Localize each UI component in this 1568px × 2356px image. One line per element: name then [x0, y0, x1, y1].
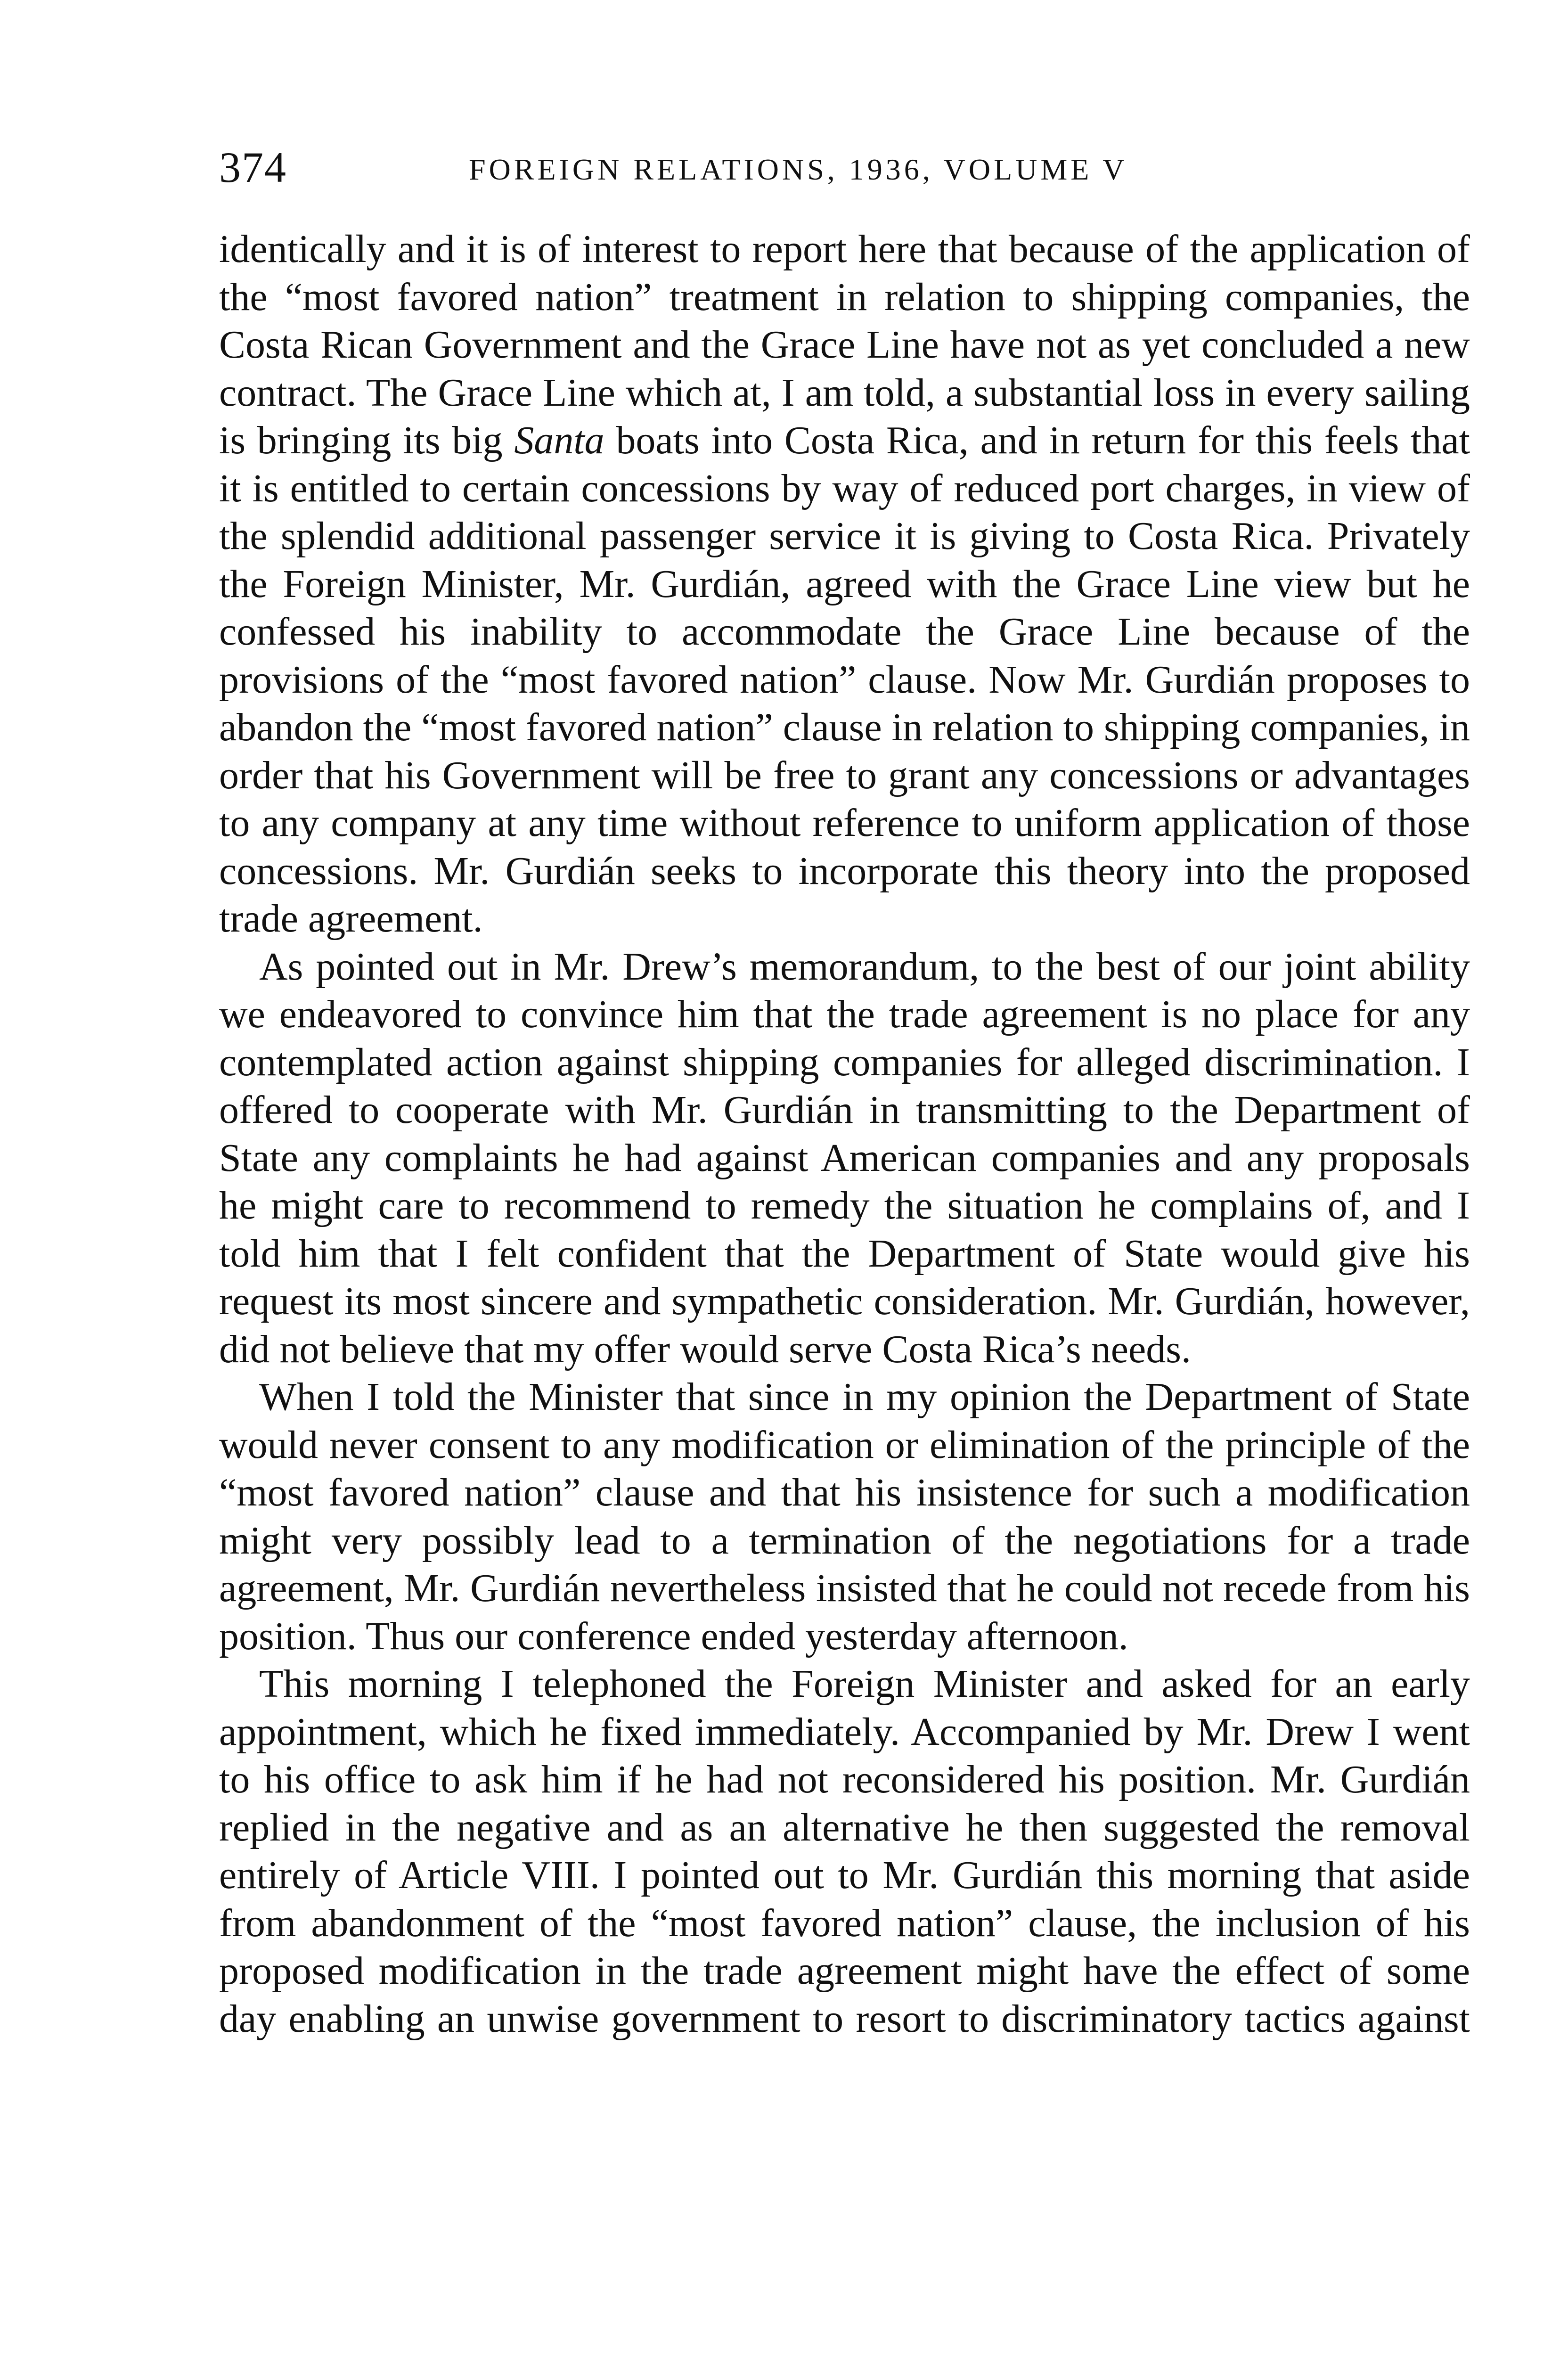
paragraph-1	[219, 225, 1470, 943]
paragraph-3: When I told the Minister that since in my opinion the Department of State would never consent to any modification or elimination of the principle of the “most favored nation” clause and that his insistence for such a modification might very possibly lead to a termination of the negotiations for a trade agreement, Mr. Gurdián nevertheless insisted that he could not recede from his position. Thus our conference ended yesterday afternoon.	[219, 1375, 1470, 1658]
body-text	[219, 225, 1470, 2043]
running-head: FOREIGN RELATIONS, 1936, VOLUME V	[469, 153, 1128, 186]
page-header	[219, 141, 1470, 193]
paragraph-2: As pointed out in Mr. Drew’s memorandum, to the best of our joint ability we endeavored to convince him that the trade agreement is no place for any contemplated action against shipping companies for alleged discrimination. I offered to cooperate with Mr. Gurdián in transmitting to the Department of State any complaints he had against American companies and any proposals he might care to recommend to remedy the situation he complains of, and I told him that I felt confident that the Department of State would give his request its most sincere and sympathetic consideration. Mr. Gurdián, however, did not believe that my offer would serve Costa Rica’s needs.	[219, 944, 1470, 1371]
paragraph-1-text-start: identically and it is of interest to report here that because of the application of the “most favored nation” treatment in relation to shipping companies, the Costa Rican Government and the Grace Line have not as yet concluded a new contract. The Grace Line which at, I am told, a substantial loss in every sailing is bringing its big	[219, 227, 1470, 462]
paragraph-1-text-end: boats into Costa Rica, and in return for this feels that it is entitled to certain concessions by way of reduced port charges, in view of the splendid additional passenger service it is giving to Costa Rica. Privately the Foreign Minister, Mr. Gurdián, agreed with the Grace Line view but he confessed his inability to accommodate the Grace Line because of the provisions of the “most favored nation” clause. Now Mr. Gurdián proposes to abandon the “most favored nation” clause in relation to shipping companies, in order that his Government will be free to grant any concessions or advantages to any company at any time without reference to uniform application of those concessions. Mr. Gurdián seeks to incorporate this theory into the proposed trade agreement.	[219, 418, 1470, 941]
paragraph-4: This morning I telephoned the Foreign Minister and asked for an early appointment, which he fixed immediately. Accompanied by Mr. Drew I went to his office to ask him if he had not reconsidered his position. Mr. Gurdián replied in the negative and as an alternative he then suggested the removal entirely of Article VIII. I pointed out to Mr. Gurdián this morning that aside from abandonment of the “most favored nation” clause, the inclusion of his proposed modification in the trade agreement might have the effect of some day enabling an unwise government to resort to discriminatory tactics against	[219, 1662, 1470, 2041]
page-number: 374	[219, 143, 287, 191]
ship-name-italic: Santa	[514, 418, 604, 462]
